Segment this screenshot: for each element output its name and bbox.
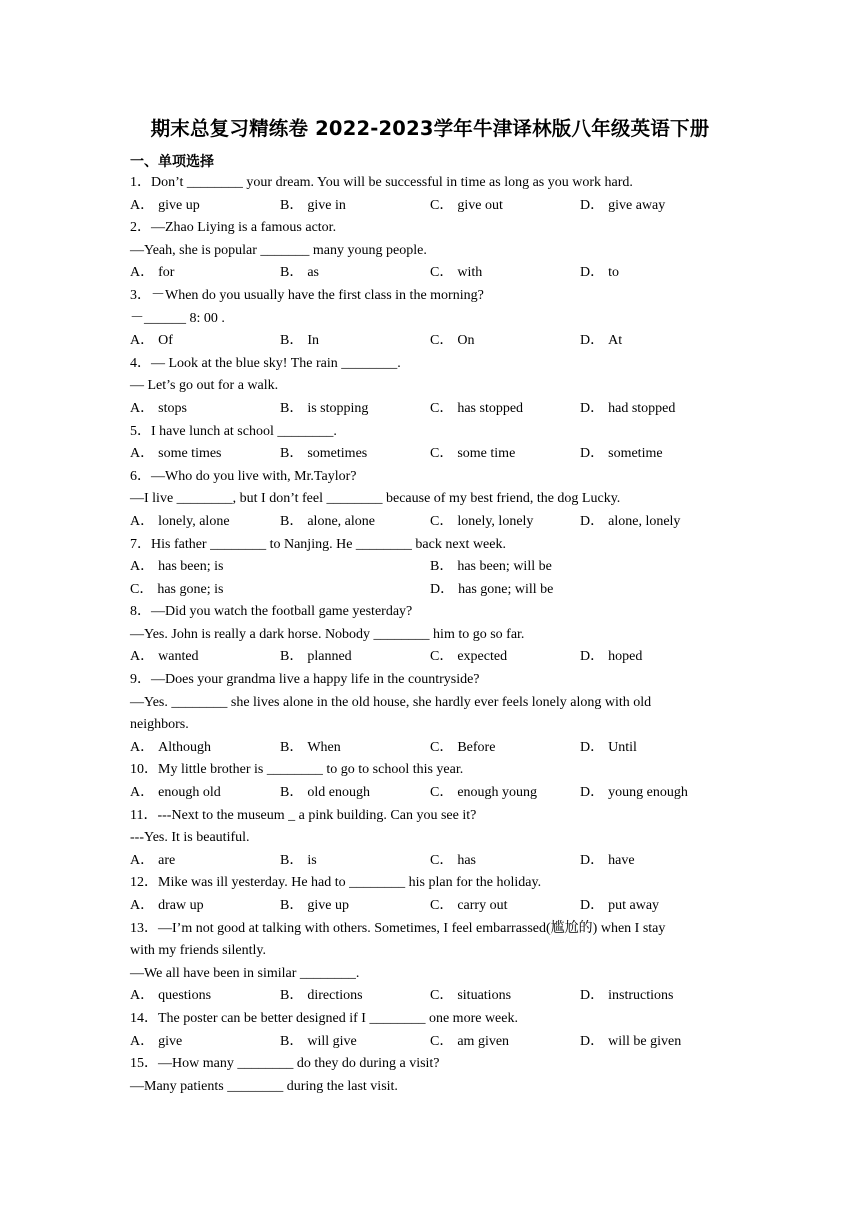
option-letter: C．	[430, 446, 454, 462]
question-9	[130, 669, 730, 759]
option-b	[280, 398, 430, 421]
option-letter: A．	[130, 852, 155, 868]
option-text: put away	[608, 898, 660, 913]
option-text: give	[158, 1033, 183, 1049]
option-letter: B．	[280, 898, 304, 913]
option-letter: A．	[130, 898, 155, 913]
option-letter: A．	[130, 197, 155, 213]
option-text: Before	[457, 739, 496, 755]
option-letter: D．	[580, 649, 605, 665]
options-row	[130, 985, 730, 1008]
option-text: wanted	[158, 649, 199, 665]
question-text-line: —Yeah, she is popular _______ many young people.	[130, 242, 427, 258]
option-d	[580, 330, 730, 353]
option-b	[280, 195, 430, 218]
option-letter: D．	[580, 513, 605, 529]
option-text: has	[457, 852, 477, 868]
option-c	[130, 579, 430, 602]
option-letter: A．	[130, 333, 155, 349]
options-row	[130, 737, 730, 760]
question-text-line: neighbors.	[130, 717, 189, 733]
section-heading: 一、单项选择	[130, 154, 214, 170]
option-letter: C．	[430, 400, 454, 416]
option-text: is stopping	[307, 400, 369, 416]
option-b	[430, 556, 730, 579]
question-text-line: 11．---Next to the museum _ a pink building. Can you see it?	[130, 807, 477, 823]
option-text: At	[608, 333, 623, 349]
option-text: On	[457, 333, 475, 349]
option-a	[130, 782, 280, 805]
option-letter: C．	[430, 513, 454, 529]
option-text: enough young	[457, 785, 538, 801]
option-a	[130, 895, 280, 918]
option-letter: A．	[130, 739, 155, 755]
option-a	[130, 262, 280, 285]
option-c	[430, 985, 580, 1008]
option-b	[280, 737, 430, 760]
page-title: 期末总复习精练卷 2022-2023学年牛津译林版八年级英语下册	[150, 117, 710, 140]
option-a	[130, 985, 280, 1008]
option-letter: A．	[130, 513, 155, 529]
options-row	[130, 195, 730, 218]
option-text: When	[307, 739, 341, 755]
options-row	[130, 579, 730, 602]
option-a	[130, 646, 280, 669]
option-b	[280, 443, 430, 466]
option-letter: D．	[580, 898, 605, 913]
option-c	[430, 737, 580, 760]
option-letter: D．	[580, 785, 605, 801]
question-text-line: －______ 8: 00 .	[130, 310, 225, 326]
question-text-line: —Yes. ________ she lives alone in the old house, she hardly ever feels lonely along with old	[130, 694, 652, 710]
question-text-line: ---Yes. It is beautiful.	[130, 830, 250, 846]
option-text: has stopped	[457, 400, 524, 416]
option-text: alone, alone	[307, 513, 375, 529]
options-row	[130, 850, 730, 873]
question-14	[130, 1008, 730, 1053]
question-text-line: —Many patients ________ during the last visit.	[130, 1078, 398, 1094]
option-b	[280, 985, 430, 1008]
option-b	[280, 895, 430, 918]
option-text: give away	[608, 197, 666, 213]
question-text-line: 7．His father ________ to Nanjing. He ________ back next week.	[130, 536, 506, 552]
option-text: hoped	[608, 649, 643, 665]
question-5	[130, 421, 730, 466]
option-text: instructions	[608, 988, 674, 1004]
option-text: have	[608, 852, 635, 868]
question-text-line: with my friends silently.	[130, 943, 266, 959]
option-text: give up	[158, 197, 200, 213]
question-3	[130, 285, 730, 353]
option-d	[580, 850, 730, 873]
option-letter: C．	[430, 852, 454, 868]
option-letter: D．	[580, 1033, 605, 1049]
option-letter: A．	[130, 649, 155, 665]
option-a	[130, 398, 280, 421]
option-letter: D．	[580, 265, 605, 281]
option-text: give in	[307, 197, 346, 213]
option-text: directions	[307, 988, 363, 1004]
option-letter: A．	[130, 785, 155, 801]
options-row	[130, 511, 730, 534]
option-letter: B．	[280, 333, 304, 349]
option-letter: B．	[280, 739, 304, 755]
option-letter: B．	[280, 197, 304, 213]
option-text: will give	[307, 1033, 357, 1049]
option-d	[580, 737, 730, 760]
options-row	[130, 398, 730, 421]
option-letter: A．	[130, 988, 155, 1004]
option-letter: D．	[580, 400, 605, 416]
option-d	[580, 782, 730, 805]
option-text: planned	[307, 649, 352, 665]
option-letter: C．	[430, 988, 454, 1004]
question-text-line: —Yes. John is really a dark horse. Nobody ________ him to go so far.	[130, 626, 525, 642]
options-row	[130, 646, 730, 669]
option-text: sometime	[608, 446, 663, 462]
options-row	[130, 262, 730, 285]
option-text: old enough	[307, 785, 370, 801]
option-letter: D．	[580, 197, 605, 213]
option-d	[580, 398, 730, 421]
option-c	[430, 195, 580, 218]
option-letter: A．	[130, 559, 155, 575]
option-letter: C．	[430, 739, 454, 755]
options-row	[130, 1031, 730, 1054]
question-10	[130, 759, 730, 804]
option-d	[580, 985, 730, 1008]
option-text: Of	[158, 333, 173, 349]
option-letter: B．	[280, 265, 304, 281]
option-b	[280, 262, 430, 285]
option-text: enough old	[158, 785, 221, 801]
option-text: Until	[608, 739, 637, 755]
option-text: questions	[158, 988, 212, 1004]
question-1	[130, 172, 730, 217]
option-d	[580, 443, 730, 466]
options-row	[130, 443, 730, 466]
option-b	[280, 1031, 430, 1054]
option-letter: C．	[430, 898, 454, 913]
option-a	[130, 443, 280, 466]
option-text: stops	[158, 400, 187, 416]
option-letter: C．	[430, 1033, 454, 1049]
option-letter: C．	[430, 265, 454, 281]
option-b	[280, 646, 430, 669]
option-d	[580, 262, 730, 285]
option-letter: C．	[430, 649, 454, 665]
option-text: Although	[158, 739, 212, 755]
question-4	[130, 353, 730, 421]
option-letter: D．	[430, 581, 455, 597]
question-6	[130, 466, 730, 534]
option-b	[280, 330, 430, 353]
option-letter: D．	[580, 446, 605, 462]
option-c	[430, 782, 580, 805]
option-text: is	[307, 852, 317, 868]
option-d	[580, 646, 730, 669]
option-b	[280, 782, 430, 805]
options-row	[130, 556, 730, 579]
options-row	[130, 330, 730, 353]
option-d	[580, 895, 730, 918]
option-letter: C．	[430, 197, 454, 213]
option-text: situations	[457, 988, 512, 1004]
option-a	[130, 737, 280, 760]
option-letter: B．	[280, 1033, 304, 1049]
option-text: as	[307, 265, 320, 281]
question-text-line: 3．－When do you usually have the first class in the morning?	[130, 287, 484, 303]
option-d	[580, 511, 730, 534]
question-text-line: 14．The poster can be better designed if I ________ one more week.	[130, 1010, 518, 1026]
question-text-line: 10．My little brother is ________ to go to school this year.	[130, 762, 464, 778]
option-text: give out	[457, 197, 503, 213]
option-c	[430, 511, 580, 534]
question-text-line: —We all have been in similar ________.	[130, 965, 360, 981]
option-letter: D．	[580, 739, 605, 755]
option-letter: A．	[130, 1033, 155, 1049]
option-text: lonely, lonely	[457, 513, 534, 529]
question-text-line: 6．—Who do you live with, Mr.Taylor?	[130, 468, 357, 484]
option-text: has been; will be	[457, 559, 552, 575]
option-a	[130, 330, 280, 353]
option-d	[580, 1031, 730, 1054]
option-d	[580, 195, 730, 218]
option-a	[130, 195, 280, 218]
question-text-line: 15．—How many ________ do they do during a visit?	[130, 1056, 440, 1072]
option-d	[430, 579, 730, 602]
option-letter: B．	[280, 513, 304, 529]
option-text: give up	[307, 898, 349, 913]
question-text-line: 13．—I’m not good at talking with others. Sometimes, I feel embarrassed(尴尬的) when I stay	[130, 920, 666, 936]
option-text: are	[158, 852, 176, 868]
option-text: to	[608, 265, 620, 281]
option-c	[430, 443, 580, 466]
options-row	[130, 782, 730, 805]
option-text: sometimes	[307, 446, 368, 462]
option-b	[280, 850, 430, 873]
option-text: some time	[457, 446, 516, 462]
question-11	[130, 805, 730, 873]
option-text: some times	[158, 446, 222, 462]
question-15	[130, 1053, 730, 1098]
option-b	[280, 511, 430, 534]
option-a	[130, 1031, 280, 1054]
option-a	[130, 511, 280, 534]
option-letter: B．	[280, 400, 304, 416]
option-letter: D．	[580, 852, 605, 868]
option-text: will be given	[608, 1033, 682, 1049]
options-row	[130, 895, 730, 918]
option-letter: B．	[280, 649, 304, 665]
option-c	[430, 1031, 580, 1054]
option-letter: B．	[430, 559, 454, 575]
option-letter: D．	[580, 333, 605, 349]
option-letter: A．	[130, 400, 155, 416]
question-text-line: — Let’s go out for a walk.	[130, 378, 279, 394]
option-letter: C．	[130, 581, 154, 597]
option-text: had stopped	[608, 400, 676, 416]
option-text: young enough	[608, 785, 688, 801]
question-text-line: 2．—Zhao Liying is a famous actor.	[130, 220, 337, 236]
option-c	[430, 262, 580, 285]
option-text: lonely, alone	[158, 513, 230, 529]
option-letter: B．	[280, 852, 304, 868]
question-text-line: 5．I have lunch at school ________.	[130, 423, 337, 439]
option-letter: A．	[130, 446, 155, 462]
question-13	[130, 918, 730, 1008]
option-text: has gone; is	[157, 581, 224, 597]
option-text: carry out	[457, 898, 508, 913]
question-list	[130, 172, 730, 1098]
question-text-line: 8．—Did you watch the football game yesterday?	[130, 604, 413, 620]
question-text-line: —I live ________, but I don’t feel ________ because of my best friend, the dog Lucky.	[130, 491, 621, 507]
option-text: with	[457, 265, 483, 281]
option-letter: D．	[580, 988, 605, 1004]
question-7	[130, 534, 730, 602]
question-text-line: 12．Mike was ill yesterday. He had to ________ his plan for the holiday.	[130, 875, 542, 891]
option-c	[430, 646, 580, 669]
option-text: In	[307, 333, 320, 349]
option-a	[130, 556, 430, 579]
question-8	[130, 601, 730, 669]
option-text: has gone; will be	[458, 581, 554, 597]
option-c	[430, 895, 580, 918]
option-text: expected	[457, 649, 508, 665]
option-text: draw up	[158, 898, 204, 913]
question-2	[130, 217, 730, 285]
option-a	[130, 850, 280, 873]
option-c	[430, 398, 580, 421]
option-text: am given	[457, 1033, 510, 1049]
option-letter: B．	[280, 988, 304, 1004]
question-text-line: 1．Don’t ________ your dream. You will be successful in time as long as you work hard.	[130, 175, 633, 190]
option-letter: C．	[430, 785, 454, 801]
question-text-line: 9．—Does your grandma live a happy life in the countryside?	[130, 672, 480, 688]
option-c	[430, 850, 580, 873]
option-text: for	[158, 265, 175, 281]
option-letter: B．	[280, 785, 304, 801]
option-text: has been; is	[158, 559, 224, 575]
option-text: alone, lonely	[608, 513, 681, 529]
option-letter: B．	[280, 446, 304, 462]
option-letter: C．	[430, 333, 454, 349]
question-12	[130, 872, 730, 917]
option-c	[430, 330, 580, 353]
question-text-line: 4．— Look at the blue sky! The rain ________.	[130, 355, 401, 371]
option-letter: A．	[130, 265, 155, 281]
